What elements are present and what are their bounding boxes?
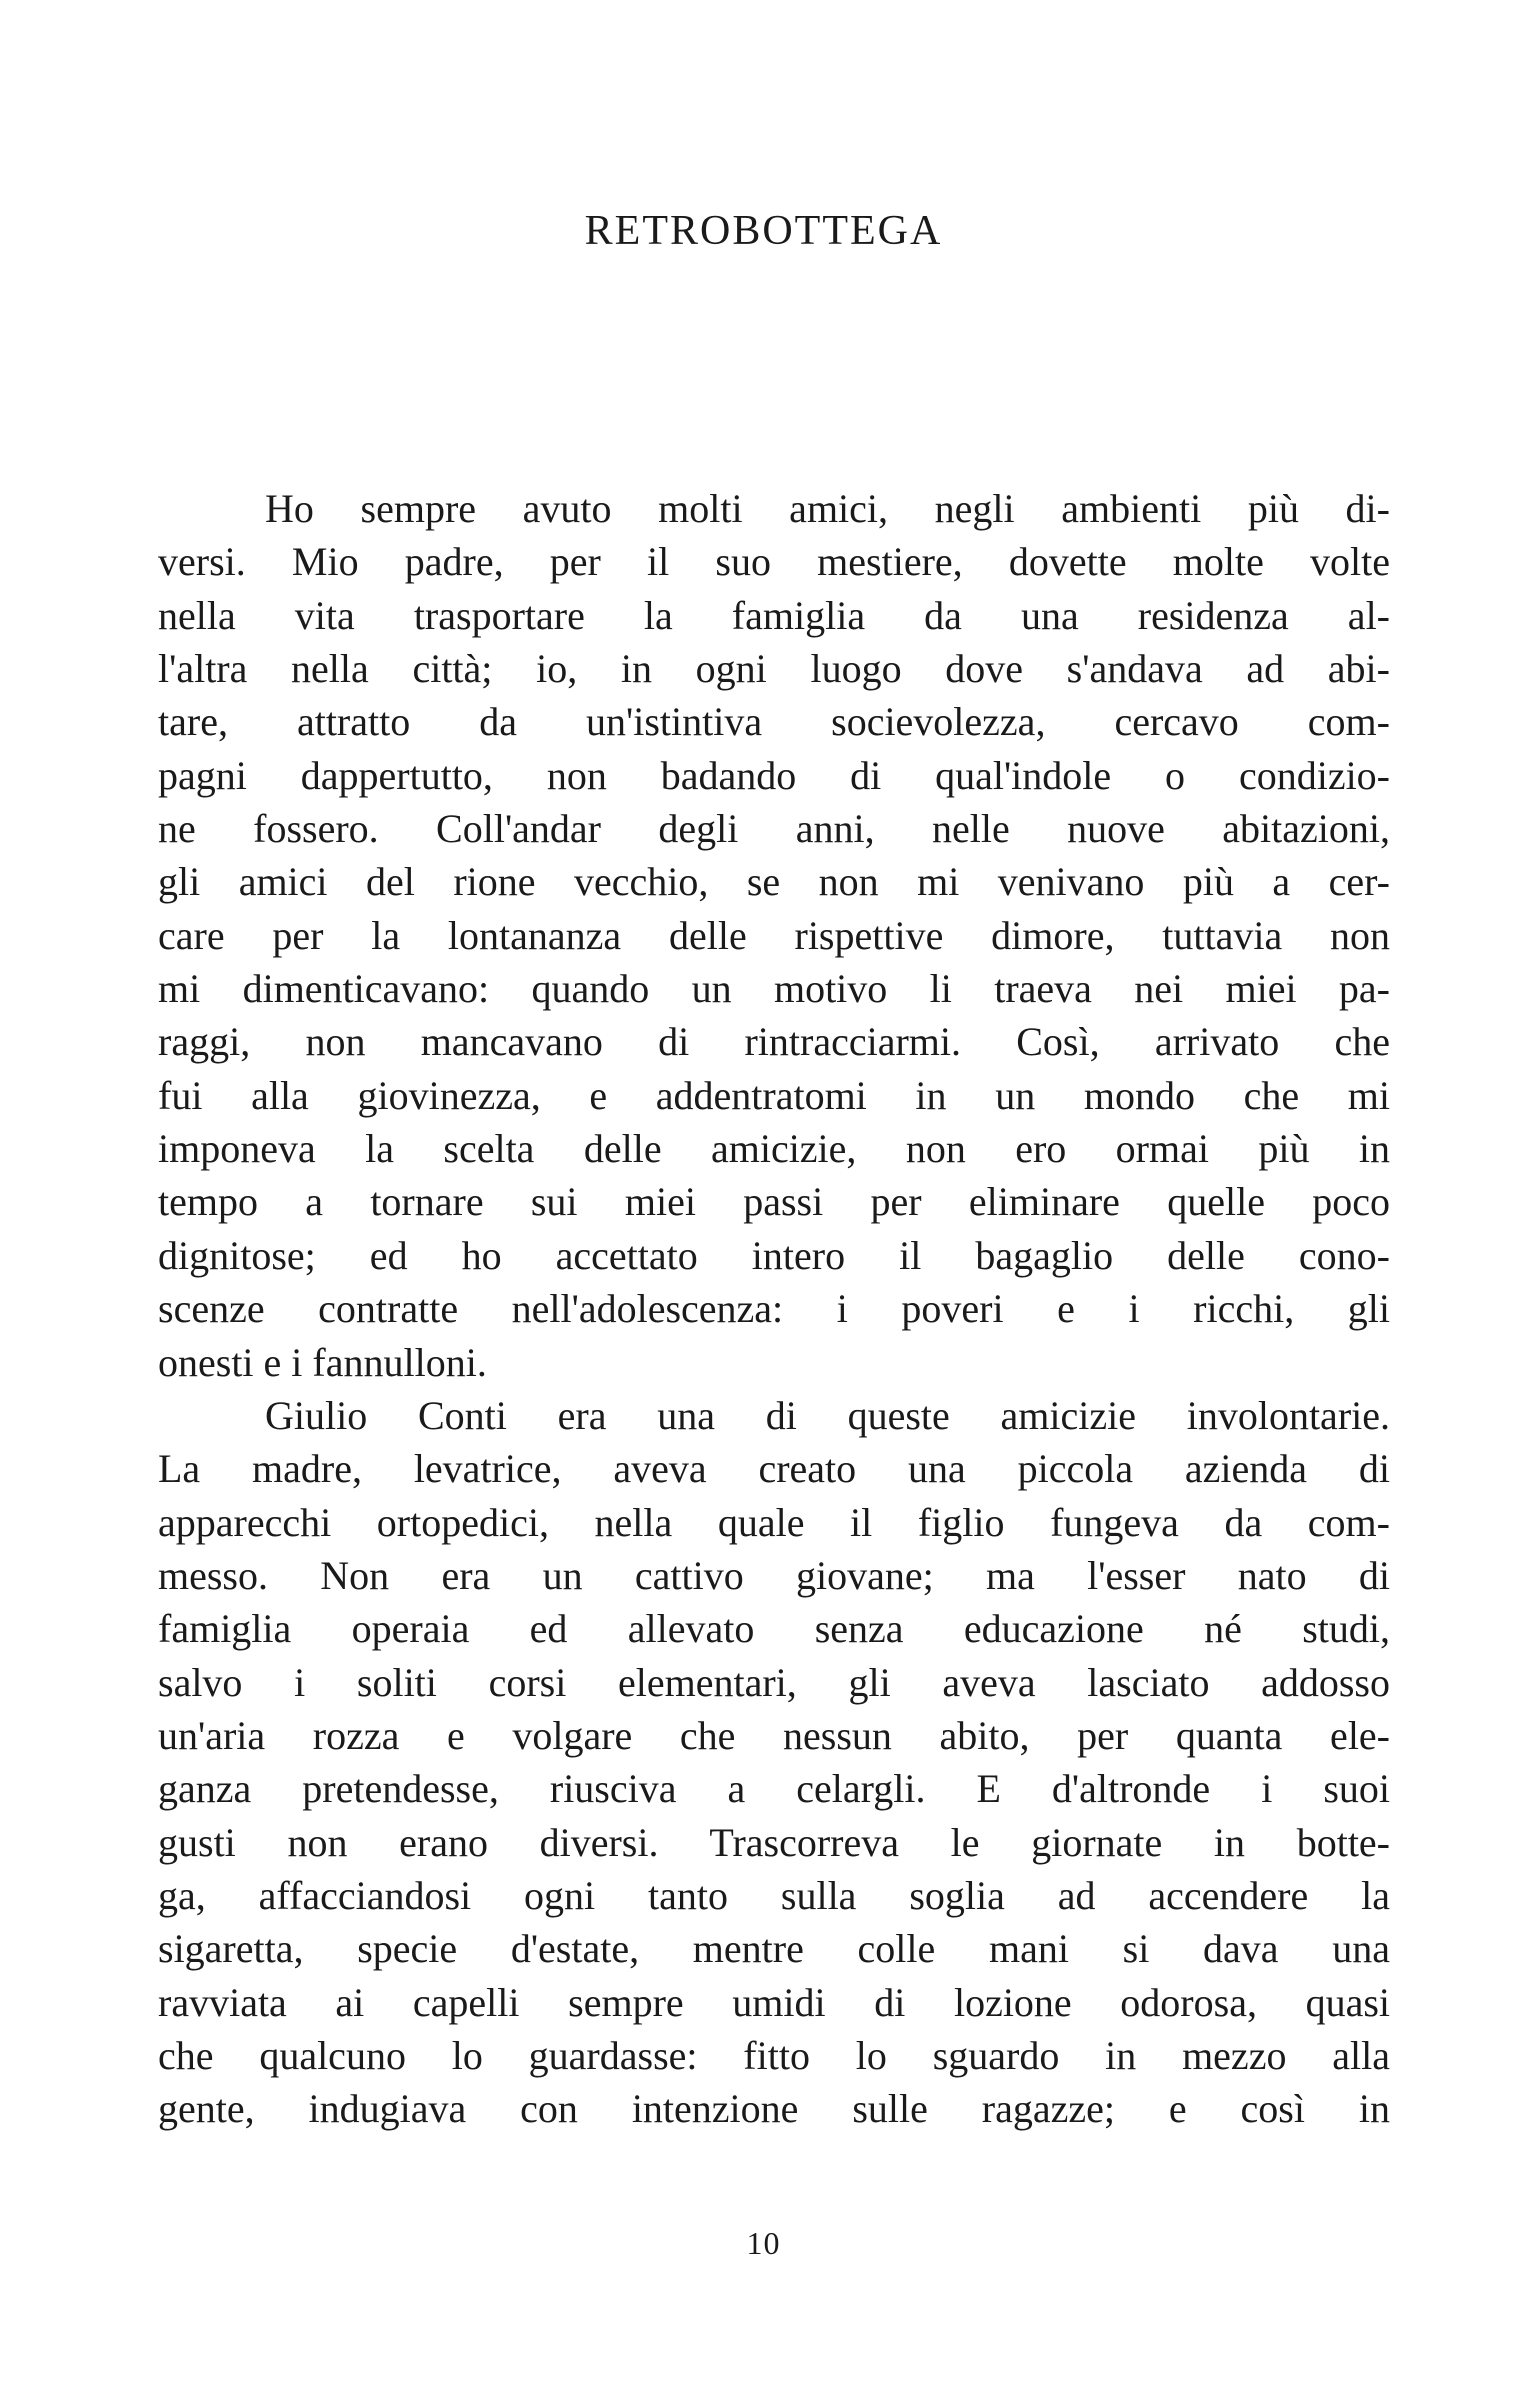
text-line: imponeva la scelta delle amicizie, non ero ormai più in <box>158 1126 1390 1172</box>
text-line: ganza pretendesse, riusciva a celargli. E d'altronde i suoi <box>158 1766 1390 1812</box>
text-line: tare, attratto da un'istintiva socievolezza, cercavo com- <box>158 699 1390 745</box>
text-line: care per la lontananza delle rispettive dimore, tuttavia non <box>158 912 1390 958</box>
text-line: gusti non erano diversi. Trascorreva le giornate in botte- <box>158 1819 1390 1865</box>
text-line: sigaretta, specie d'estate, mentre colle mani si dava una <box>158 1926 1390 1972</box>
text-line: l'altra nella città; io, in ogni luogo dove s'andava ad abi- <box>158 646 1390 692</box>
text-line: che qualcuno lo guardasse: fitto lo sguardo in mezzo alla <box>158 2032 1390 2078</box>
text-line: tempo a tornare sui miei passi per eliminare quelle poco <box>158 1179 1390 1225</box>
text-line: scenze contratte nell'adolescenza: i poveri e i ricchi, gli <box>158 1286 1390 1332</box>
text-line: onesti e i fannulloni. <box>158 1339 487 1385</box>
text-line: pagni dappertutto, non badando di qual'indole o condizio- <box>158 752 1390 798</box>
text-line: famiglia operaia ed allevato senza educazione né studi, <box>158 1606 1390 1652</box>
text-line: nella vita trasportare la famiglia da una residenza al- <box>158 592 1390 638</box>
text-line: mi dimenticavano: quando un motivo li traeva nei miei pa- <box>158 966 1390 1012</box>
text-line: dignitose; ed ho accettato intero il bagaglio delle cono- <box>158 1232 1390 1278</box>
text-line: apparecchi ortopedici, nella quale il figlio fungeva da com- <box>158 1499 1390 1545</box>
text-line: ga, affacciandosi ogni tanto sulla soglia ad accendere la <box>158 1872 1390 1918</box>
text-line: fui alla giovinezza, e addentratomi in un mondo che mi <box>158 1072 1390 1118</box>
body-text <box>158 482 1390 2136</box>
text-line: Ho sempre avuto molti amici, negli ambienti più di- <box>265 486 1390 531</box>
text-line: raggi, non mancavano di rintracciarmi. Così, arrivato che <box>158 1019 1390 1065</box>
text-line: salvo i soliti corsi elementari, gli aveva lasciato addosso <box>158 1659 1390 1705</box>
text-line: La madre, levatrice, aveva creato una piccola azienda di <box>158 1446 1390 1492</box>
text-line: Giulio Conti era una di queste amicizie involontarie. <box>265 1392 1390 1438</box>
text-line: un'aria rozza e volgare che nessun abito, per quanta ele- <box>158 1712 1390 1758</box>
text-line: gli amici del rione vecchio, se non mi venivano più a cer- <box>158 859 1390 905</box>
text-line: versi. Mio padre, per il suo mestiere, dovette molte volte <box>158 539 1390 585</box>
page-number: 10 <box>746 2225 781 2261</box>
text-line: messo. Non era un cattivo giovane; ma l'esser nato di <box>158 1552 1390 1598</box>
text-line: ravviata ai capelli sempre umidi di lozione odorosa, quasi <box>158 1979 1390 2025</box>
text-line: ne fossero. Coll'andar degli anni, nelle nuove abitazioni, <box>158 806 1390 852</box>
chapter-title: RETROBOTTEGA <box>584 208 943 254</box>
text-line: gente, indugiava con intenzione sulle ragazze; e così in <box>158 2086 1390 2132</box>
